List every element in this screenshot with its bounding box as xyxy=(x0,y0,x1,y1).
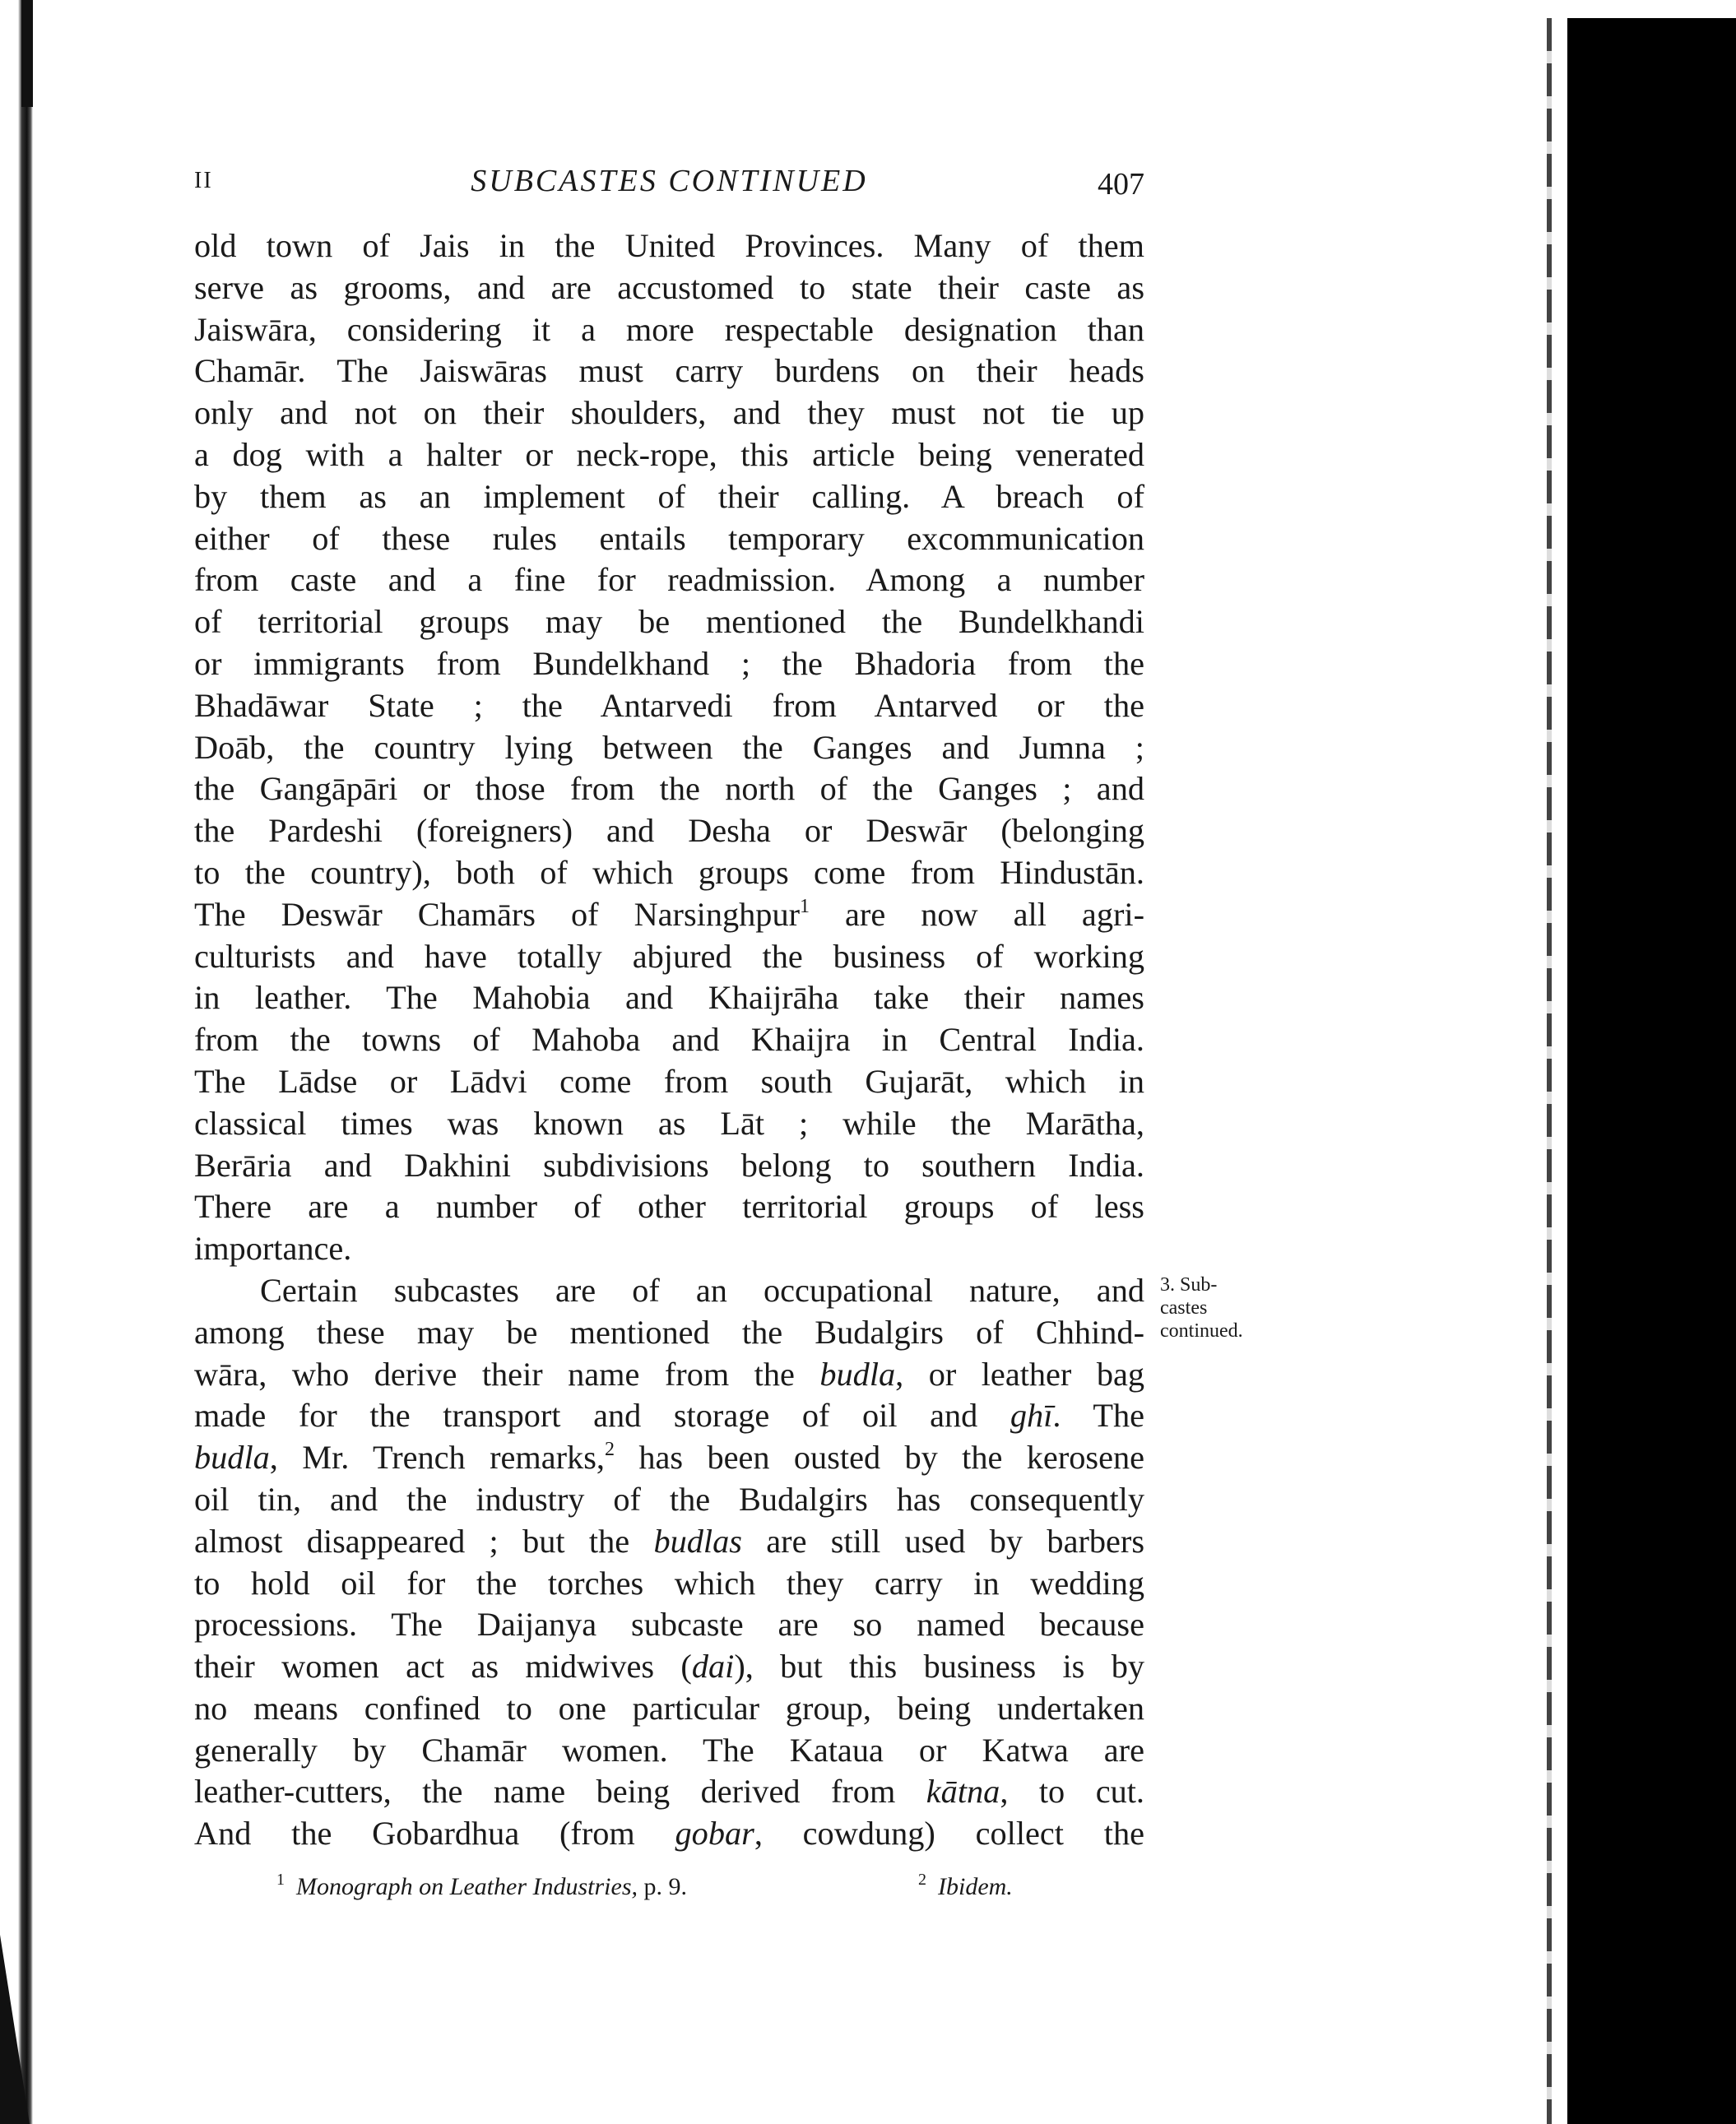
text-line: from the towns of Mahoba and Khaijra in Central India. xyxy=(194,1021,1144,1059)
text-line: the Pardeshi (foreigners) and Desha or Deswār (belonging xyxy=(194,812,1144,850)
text-line: almost disappeared ; but the budlas are still used by barbers xyxy=(194,1522,1145,1560)
running-header xyxy=(194,163,1144,212)
text-line: Chamār. The Jaiswāras must carry burdens on their heads xyxy=(194,352,1144,390)
text-line: wāra, who derive their name from the budla, or leather bag xyxy=(194,1355,1145,1393)
text-line: a dog with a halter or neck-rope, this article being venerated xyxy=(194,435,1144,473)
text-line: from caste and a fine for readmission. Among a number xyxy=(194,561,1144,599)
text-line: importance. xyxy=(194,1230,352,1268)
margin-note-line: Sub- xyxy=(1180,1274,1218,1296)
text-line: The Lādse or Lādvi come from south Gujarāt, which in xyxy=(194,1062,1144,1100)
text-line: oil tin, and the industry of the Budalgirs has consequently xyxy=(194,1480,1144,1518)
margin-note-line: continued. xyxy=(1160,1320,1243,1342)
text-line: by them as an implement of their calling. A breach of xyxy=(194,477,1144,515)
text-line: old town of Jais in the United Provinces. Many of them xyxy=(194,227,1144,264)
margin-note xyxy=(1160,1273,1308,1343)
margin-note-number: 3. xyxy=(1160,1274,1175,1296)
text-line: either of these rules entails temporary excommunication xyxy=(194,519,1144,557)
chapter-numeral: II xyxy=(194,168,213,193)
text-line: only and not on their shoulders, and they must not tie up xyxy=(194,394,1144,432)
text-line: serve as grooms, and are accustomed to state their caste as xyxy=(194,268,1144,306)
footnote-1: $^1$ Monograph on Leather Industries, p. 9. xyxy=(276,1871,687,1900)
text-line: in leather. The Mahobia and Khaijrāha take their names xyxy=(194,979,1144,1017)
text-line: Doāb, the country lying between the Ganges and Jumna ; xyxy=(194,728,1144,766)
text-line: to the country), both of which groups come from Hindustān. xyxy=(194,853,1144,891)
body-text xyxy=(194,225,1144,1855)
margin-note-line: castes xyxy=(1160,1297,1208,1319)
text-line: And the Gobardhua (from gobar, cowdung) collect the xyxy=(194,1815,1144,1853)
text-line: the Gangāpāri or those from the north of the Ganges ; and xyxy=(194,770,1144,808)
text-line: processions. The Daijanya subcaste are so named because xyxy=(194,1606,1144,1644)
footnote-ref-2: 2 xyxy=(604,1439,615,1461)
text-line: Berāria and Dakhini subdivisions belong to southern India. xyxy=(194,1146,1144,1184)
page-number: 407 xyxy=(1098,167,1144,202)
text-line: The Deswār Chamārs of Narsinghpur$^1$ are now all agri- xyxy=(194,895,1145,933)
text-line: of territorial groups may be mentioned the Bundelkhandi xyxy=(194,603,1144,641)
text-line: no means confined to one particular group, being undertaken xyxy=(194,1689,1144,1727)
text-line: Certain subcastes are of an occupational nature, and xyxy=(260,1271,1144,1309)
text-line: to hold oil for the torches which they carry in wedding xyxy=(194,1564,1144,1602)
text-line: among these may be mentioned the Budalgirs of Chhind- xyxy=(194,1313,1144,1351)
running-title: SUBCASTES CONTINUED xyxy=(471,164,868,198)
text-line: their women act as midwives (dai), but this business is by xyxy=(194,1648,1144,1686)
footnote-2: $^2$ Ibidem. xyxy=(918,1871,1013,1900)
text-line: There are a number of other territorial groups of less xyxy=(194,1188,1144,1226)
text-line: classical times was known as Lāt ; while the Marātha, xyxy=(194,1104,1144,1142)
text-line: generally by Chamār women. The Kataua or Katwa are xyxy=(194,1731,1144,1769)
text-line: Jaiswāra, considering it a more respectable designation than xyxy=(194,310,1144,348)
footnote-ref-1: 1 xyxy=(800,895,810,917)
text-line: leather-cutters, the name being derived from kātna, to cut. xyxy=(194,1773,1144,1811)
text-line: or immigrants from Bundelkhand ; the Bhadoria from the xyxy=(194,644,1144,682)
text-line: Bhadāwar State ; the Antarvedi from Antarved or the xyxy=(194,686,1144,724)
text-line: budla, Mr. Trench remarks,$^2$ has been ousted by the kerosene xyxy=(194,1439,1144,1477)
text-line: made for the transport and storage of oil and ghī. The xyxy=(194,1397,1144,1435)
text-line: culturists and have totally abjured the business of working xyxy=(194,937,1144,975)
